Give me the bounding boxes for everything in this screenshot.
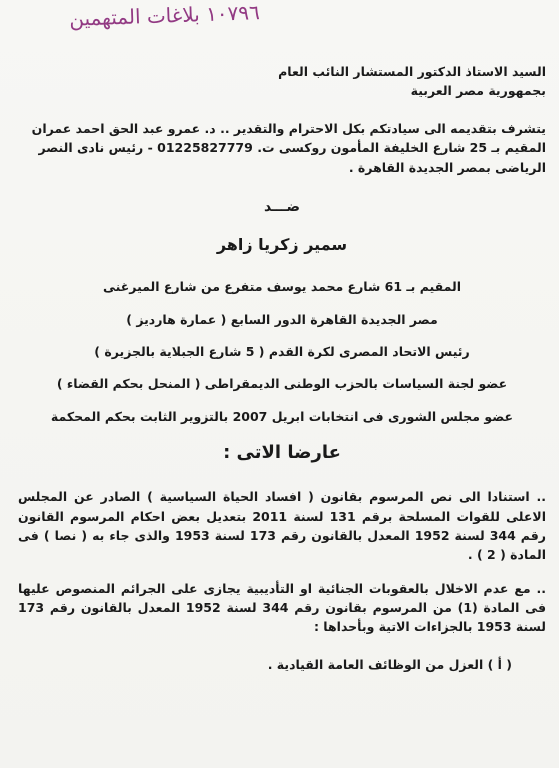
defendant-detail-federation: رئيس الاتحاد المصرى لكرة القدم ( 5 شارع الجبلاية بالجزيرة ): [94, 344, 470, 360]
document-content: [18, 62, 546, 674]
addressee-line-1: السيد الاستاذ الدكتور المستشار النائب العام: [278, 64, 546, 79]
defendant-details: [18, 277, 546, 426]
defendant-detail-building: مصر الجديدة القاهرة الدور السابع ( عمارة هارديز ): [126, 311, 438, 327]
defendant-detail-shura: عضو مجلس الشورى فى انتخابات ابريل 2007 بالتزوير الثابت بحكم المحكمة: [50, 408, 514, 424]
addressee-line-2: بجمهورية مصر العربية: [410, 83, 546, 99]
list-item-a: ( أ ) العزل من الوظائف العامة القيادية .: [267, 656, 512, 672]
handwritten-annotation: ١٠٧٩٦ بلاغات المتهمين: [68, 0, 261, 31]
defendant-name: سمير زكريا زاهر: [216, 234, 348, 254]
defendant-detail-address: المقيم بـ 61 شارع محمد يوسف متفرع من شارع الميرغنى: [103, 279, 461, 295]
against-label: ضـــد: [264, 198, 300, 215]
defendant-detail-party: عضو لجنة السياسات بالحزب الوطنى الديمقراطى ( المنحل بحكم القضاء ): [56, 376, 508, 392]
body-paragraph-2: .. مع عدم الاخلال بالعقوبات الجنائية او التأديبية يجازى على الجرائم المنصوص عليها فى المادة (1) من المرسوم بقانون رقم 344 لسنة 1952 المعدل بالقانون رقم 173 لسنة 1953 بالجزاءات الاتية وبأحداها :: [18, 580, 547, 635]
intro-paragraph: يتشرف بتقديمه الى سيادتكم بكل الاحترام والتقدير .. د. عمرو عبد الحق احمد عمران المقيم بـ 25 شارع الخليفة المأمون روكسى ت. 01225827779 - رئيس نادى النصر الرياضى بمصر الجديدة القاهرة .: [31, 120, 546, 175]
section-heading: عارضا الاتى :: [223, 442, 341, 464]
body-paragraph-1: .. استنادا الى نص المرسوم بقانون ( افساد الحياة السياسية ) الصادر عن المجلس الاعلى للقوات المسلحة برقم 131 لسنة 2011 بتعديل بعض احكام المرسوم القانون رقم 344 لسنة 1952 المعدل بالقانون رقم 173 لسنة 1953 والذى جاء به ( نصا ) فى المادة ( 2 ) .: [18, 489, 546, 563]
